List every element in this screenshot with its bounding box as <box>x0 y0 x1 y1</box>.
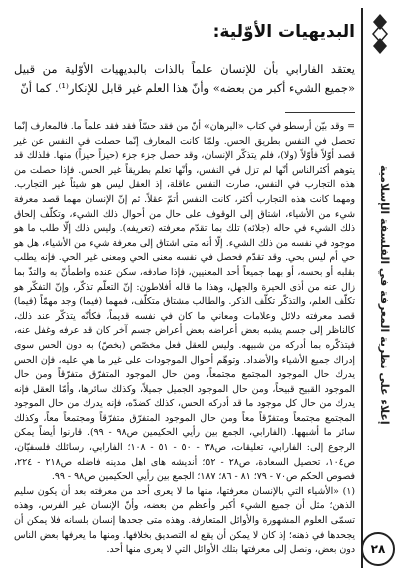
footnote-divider <box>285 112 355 113</box>
ornament-icon <box>371 14 389 54</box>
footnote-continued: = وقد بيّن أرسطو في كتاب «البرهان» أنّ من فقد حسّاً فقد فقد علماً ما. فالمعارف إنّما تحصل في النفس بطريق الحس. ولمّا كانت المعارف إنّما حصلت في النفس عن غير قصد أوّلاً فأوّلاً (ولا)، فلم يتذكّر الإنسان، وقد حصل جزء جزء (حيزاً حيزاً) منها. فلذلك قد يتوهم أكثرالناس أنّها لم تزل في النفس، وأنّها تعلم بطريقاً غير الحس. فإذا حصلت من هذه التجارب في النفس، صارت النفس عاقلة، إذ العقل ليس هو شيئاً غير التجارب. ومهما كانت هذه التجارب أكثر، كانت النفس أتمّ عقلاً. ثم إنّ الإنسان مهما قصد معرفة شيء من الأشياء، اشتاق إلى الوقوف على حال من أحوال ذلك الشيء، وتكلّف إلحاق ذلك الشيء في حاله (جلائه) تلك بما تقدّم معرفته (تعريفه). وليس ذلك إلّا طلب ما هو موجود في نفسه من ذلك الشيء. إلّا أنه متى اشتاق إلى معرفة شيء من الأشياء، هل هو حي أم ليس بحي. وقد تقدّم فحصل في نفسه معنى الحي ومعنى غير الحي. فإنه يطلب بقلبه أو بحسه، أو بهما جميعاً أحد المعنيين، فإذا صادفه، سكن عنده واطمأنّ به والتذّ بما زال عنه من أذى الحيرة والجهل، وهذا ما قاله أفلاطون: إنّ التعلّم تذكّر، وإنّ التفكّر هو تكلّف العلم، والتذكّر تكلّف الذكر. والطالب مشتاق متكلّف، فمهما (فيما) وجد مهمّاً (فيما) قصد معرفته دلائل وعلامات ومعاني ما كان في نفسه قديماً، فكأنّه يتذكّر عند ذلك، كالناظر إلى جسم يشبه بعض أعراضه بعض أعراض جسم آخر كان قد عرفه وغفل عنه، فيتذكّره بما أدركه من شبيهه. وليس للعقل فعل مخصّص (بخصّ) به دون الحس سوى إدراك جميع الأشياء والأضداد. وتوهّم أحوال الموجودات على غير ما هي عليه، فإن الحس يدرك حال الموجود المجتمع مجتمعاً، ومن حال الموجود المتفرّق متفرّقاً ومن حال الموجود القبيح قبيحاً، ومن حال الموجود الجميل جميلاً، وكذلك سائرها، وأمّا العقل فإنه يدرك من حال كل موجود ما قد أدركه الحس، كذلك كضدّه، فإنه يدرك من حال الموجود المجتمع مجتمعاً ومتفرّقاً معاً ومن حال الموجود المتفرّق متفرّقاً ومجتمعاً معاً، وكذلك سائر ما أشبهها. (الفارابي، الجمع بين رأيي الحكيمين ص٩٨ - ٩٩). قارنوا أيضاً يمكن الرجوع إلى: الفارابي، تعليقات، ص٣٨ - ٥٠ - ٥١ - ١٠٨؛ الفارابي، رسائلك فلسفيّان، ص١٠٤، تحصيل السعادة، ص٢٨ - ٥٢؛ أندیشه هاى اهل مدينه فاضله ص٢١٨ - ٢٢٤، فصوص الحكم ص٧٠ - ٧٩؛ ٨١ - ٨٦؛ ١٨٧؛ الجمع بين رأيي الحكيمين ص٩٨ - ٩٩. <box>14 121 356 483</box>
main-content <box>14 0 355 576</box>
page-number: ٢٨ <box>361 532 395 566</box>
running-header-title: إعلاء على نظرية المعرفة في الفلسفة الإسلامية <box>378 165 391 425</box>
footnote-1: (١) «الأشياء التي بالإنسان معرفتها، منها ما لا يعرى أحد من معرفته بعد أن يكون سليم الذهن؛ مثل أن جميع الشيء أكبر وأعظم من بعضه، وأنّ الإنسان غير الفرس، وهذه تسمّى العلوم المشهورة والأوائل المتعارفة. وهذه متى جحدها إنسان بلسانه فلا يمكن أن يجحدها في ذهنه؛ إذ كان لا يمكن أن يقع له التصديق بخلافها. ومنها ما يعرفها بعض الناس دون بعض، ونصل إلى معرفتها بتلك الأوائل التي لا يعرى منها أحد. <box>14 485 355 556</box>
body-paragraph: يعتقد الفارابي بأن للإنسان علماً بالذات بالبديهيات الأوّلية من قبيل «جميع الشيء أكبر من بعضه» وأنّ هذا العلم غير قابل للإنكار⁽¹⁾. كما أنّ <box>14 62 355 95</box>
section-heading: البديهيات الأوّلية: <box>212 22 355 42</box>
footnotes <box>14 120 355 558</box>
